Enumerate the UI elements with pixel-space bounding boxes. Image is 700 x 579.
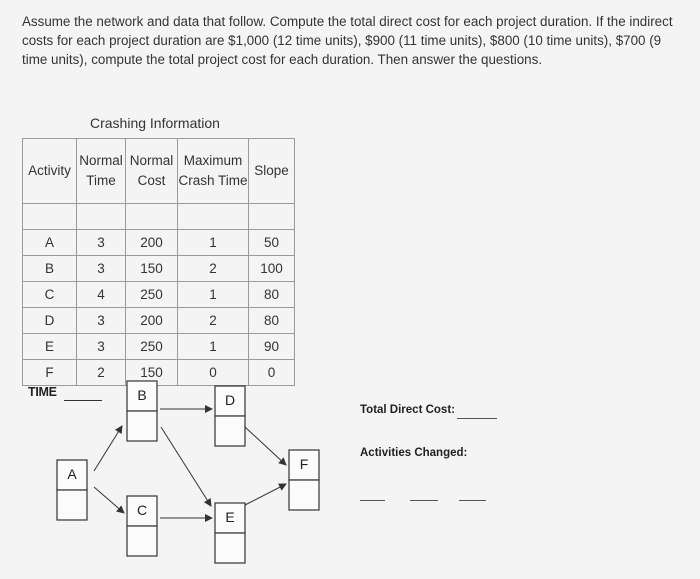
cell-normal-time: 3 — [77, 308, 126, 334]
arrow-e-to-f — [245, 484, 286, 505]
cell-normal-cost: 250 — [126, 282, 178, 308]
cell-activity: E — [23, 334, 77, 360]
arrow-a-to-b — [94, 426, 122, 471]
activity-blank-1 — [360, 500, 385, 501]
cell-normal-cost: 150 — [126, 360, 178, 386]
node-e-label: E — [225, 509, 235, 525]
cell-slope: 80 — [249, 282, 295, 308]
cell-max-crash: 2 — [178, 256, 249, 282]
node-c-label: C — [136, 502, 148, 518]
cell-normal-time: 3 — [77, 334, 126, 360]
cell-activity: B — [23, 256, 77, 282]
node-a-label: A — [67, 466, 77, 482]
node-d-label: D — [224, 392, 236, 408]
header-normal-time: Normal Time — [77, 139, 126, 204]
cell-max-crash: 1 — [178, 230, 249, 256]
header-slope: Slope — [249, 139, 295, 204]
arrow-b-to-e — [161, 427, 211, 506]
cell-slope: 90 — [249, 334, 295, 360]
activity-blank-2 — [410, 500, 438, 501]
cell-slope: 100 — [249, 256, 295, 282]
cell-normal-time: 3 — [77, 256, 126, 282]
question-text: Assume the network and data that follow. Compute the total direct cost for each project duration. If the indirect costs for each project duration are $1,000 (12 time units), $900 (11 time units), $800 (10 time units), $700 (9 time units), compute the total project cost for each duration. Then answer the questions. — [22, 14, 673, 67]
cell-activity: A — [23, 230, 77, 256]
arrow-d-to-f — [245, 427, 286, 465]
arrow-a-to-c — [94, 487, 124, 513]
cell-normal-cost: 150 — [126, 256, 178, 282]
activity-blank-3 — [459, 500, 486, 501]
node-b-label: B — [137, 387, 147, 403]
cell-max-crash: 1 — [178, 282, 249, 308]
cell-normal-cost: 250 — [126, 334, 178, 360]
header-max-crash-time: Maximum Crash Time — [178, 139, 249, 204]
table-title: Crashing Information — [90, 115, 220, 131]
cell-slope: 50 — [249, 230, 295, 256]
total-direct-cost-label: Total Direct Cost: — [360, 404, 455, 416]
cell-normal-time: 2 — [77, 360, 126, 386]
time-label: TIME — [28, 385, 57, 399]
cell-normal-time: 3 — [77, 230, 126, 256]
cell-activity: C — [23, 282, 77, 308]
cell-max-crash: 2 — [178, 308, 249, 334]
total-direct-cost-blank — [457, 418, 497, 419]
cell-max-crash: 0 — [178, 360, 249, 386]
cell-slope: 0 — [249, 360, 295, 386]
header-normal-cost: Normal Cost — [126, 139, 178, 204]
cell-normal-time: 4 — [77, 282, 126, 308]
cell-activity: D — [23, 308, 77, 334]
cell-activity: F — [23, 360, 77, 386]
cell-max-crash: 1 — [178, 334, 249, 360]
cell-normal-cost: 200 — [126, 308, 178, 334]
cell-slope: 80 — [249, 308, 295, 334]
node-f-label: F — [299, 456, 309, 472]
header-activity: Activity — [23, 139, 77, 204]
cell-normal-cost: 200 — [126, 230, 178, 256]
activities-changed-label: Activities Changed: — [360, 447, 468, 459]
